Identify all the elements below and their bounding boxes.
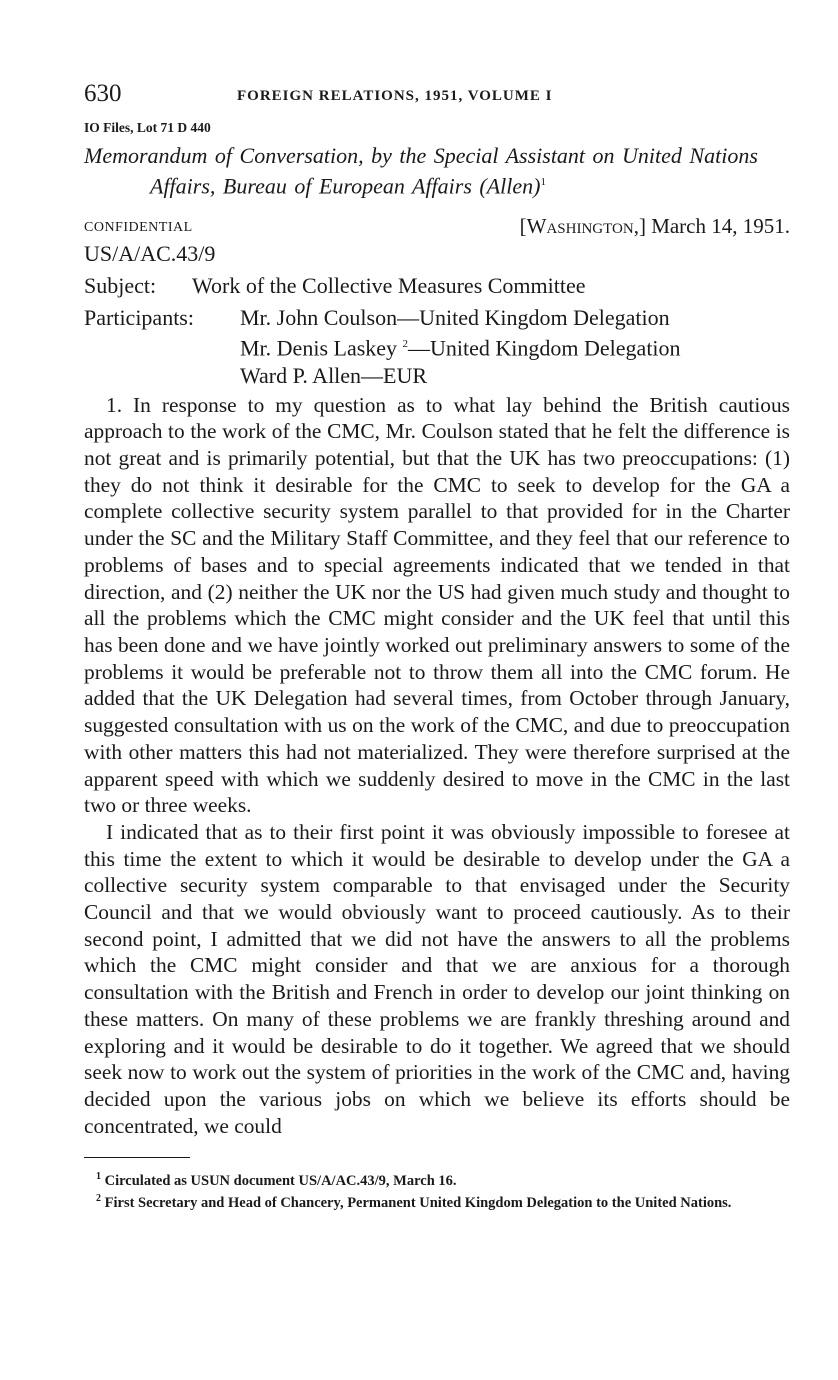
participant-item: Mr. John Coulson—United Kingdom Delegation bbox=[240, 305, 670, 331]
dateline-row bbox=[84, 214, 790, 240]
footnote-mark: 1 bbox=[96, 1171, 101, 1183]
dateline-place: Washington bbox=[526, 214, 634, 239]
footnote bbox=[84, 1168, 790, 1190]
footnote-mark: 2 bbox=[96, 1193, 101, 1205]
page-number: 630 bbox=[84, 80, 122, 107]
body-paragraph: I indicated that as to their first point it was obviously impossible to foresee at this time the extent to which it would be desirable to develop under the GA a collective security system comparable to that envisaged under the Security Council and that we would obviously want to proceed cautiously. As to their second point, I admitted that we did not have the answers to all the problems which the CMC might consider and that we are anxious for a thorough consultation with the British and French in order to develop our joint thinking on these matters. On many of these problems we are frankly threshing around and exploring and it would be desirable to do it together. We agreed that we should seek now to work out the system of priorities in the work of the CMC and, having decided upon the various jobs on which we believe its efforts should be concentrated, we could bbox=[84, 819, 790, 1138]
footnote-ref-1: 1 bbox=[540, 176, 546, 188]
footnote-ref-2: 2 bbox=[402, 338, 409, 351]
participants-list bbox=[240, 304, 681, 388]
document-title bbox=[84, 142, 790, 199]
footnote-text: Circulated as USUN document US/A/AC.43/9, March 16. bbox=[104, 1173, 457, 1190]
subject-row bbox=[84, 272, 790, 300]
document-page bbox=[84, 80, 790, 1212]
document-number: US/A/AC.43/9 bbox=[84, 241, 216, 267]
footnote-divider bbox=[84, 1157, 190, 1158]
footnote-text: First Secretary and Head of Chancery, Permanent United Kingdom Delegation to the United Nations. bbox=[104, 1195, 732, 1211]
participants-label: Participants: bbox=[84, 305, 194, 331]
classification-label: CONFIDENTIAL bbox=[84, 220, 193, 236]
footnotes bbox=[84, 1168, 790, 1212]
subject-text: Work of the Collective Measures Committee bbox=[192, 273, 586, 299]
dateline-close-bracket: ,] bbox=[633, 214, 646, 239]
dateline-open-bracket: [ bbox=[519, 214, 527, 239]
running-title: FOREIGN RELATIONS, 1951, VOLUME I bbox=[237, 88, 553, 104]
participants-block bbox=[84, 304, 790, 388]
participant-item: Ward P. Allen—EUR bbox=[240, 362, 428, 388]
footnote bbox=[84, 1190, 790, 1212]
participant-item: Mr. Denis Laskey $^2$—United Kingdom Delegation bbox=[240, 335, 681, 361]
body-paragraph: 1. In response to my question as to what lay behind the British cautious approach to the work of the CMC, Mr. Coulson stated that he felt the difference is not great and is primarily potential, but that the UK has two preoccupations: (1) they do not think it desirable for the CMC to seek to develop for the GA a complete collective security system parallel to that provided for in the Charter under the SC and the Military Staff Committee, and they feel that our reference to problems of bases and to special agreements indicated that we tended in that direction, and (2) neither the UK nor the US had given much study and thought to all the problems which the CMC might consider and the UK feel that until this has been done and we have jointly worked out preliminary answers to some of the problems it would be preferable not to throw them all into the CMC forum. He added that the UK Delegation had several times, from October through January, suggested consultation with us on the work of the CMC, and due to preoccupation with other matters this had not materialized. They were therefore surprised at the apparent speed with which we suddenly desired to move in the CMC in the last two or three weeks. bbox=[84, 392, 790, 818]
subject-label: Subject: bbox=[84, 273, 157, 299]
source-line: IO Files, Lot 71 D 440 bbox=[84, 120, 211, 135]
dateline-date: March 14, 1951. bbox=[651, 214, 790, 239]
memorandum-body bbox=[84, 392, 790, 1140]
document-title-text: Memorandum of Conversation, by the Special Assistant on United Nations Affairs, Bureau of European Affairs (Allen) bbox=[84, 143, 758, 199]
dateline bbox=[520, 214, 790, 239]
running-head bbox=[84, 80, 790, 116]
